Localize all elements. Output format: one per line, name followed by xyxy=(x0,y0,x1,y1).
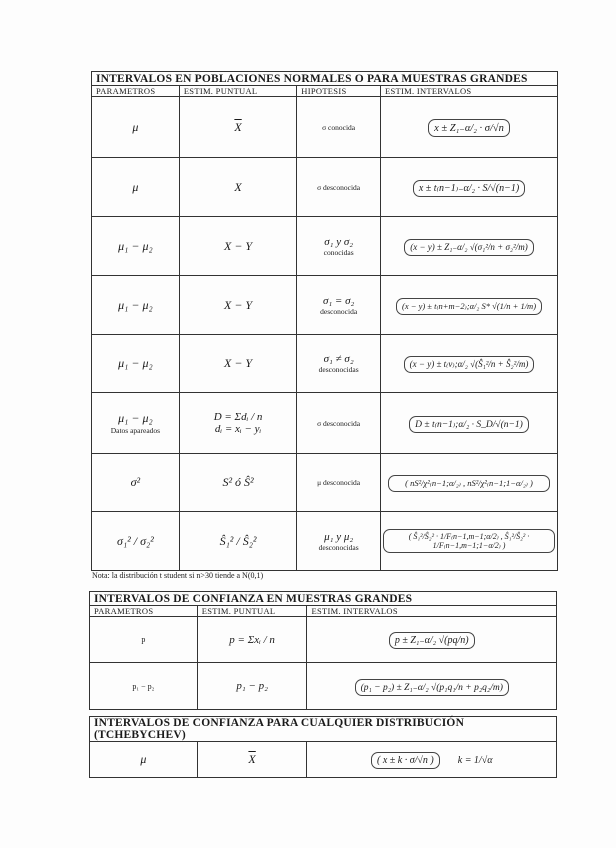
table-header-row xyxy=(90,606,557,617)
interval-formula: ( nS²/χ²₍n−1;α/₂₎ , nS²/χ²₍n−1;1−α/₂₎ ) xyxy=(388,475,550,492)
column-header: PARAMETROS xyxy=(92,86,180,97)
estimator-cell: X − Y xyxy=(179,217,296,276)
table-row xyxy=(92,393,558,454)
column-header: HIPOTESIS xyxy=(297,86,381,97)
table-row xyxy=(92,512,558,571)
hypothesis-cell xyxy=(297,276,381,335)
hypothesis-sub: desconocida xyxy=(320,306,358,316)
parameter-cell xyxy=(92,393,180,454)
column-header: ESTIM. INTERVALOS xyxy=(307,606,557,617)
hypothesis-sub: desconocidas xyxy=(318,365,359,374)
tchebychev-table xyxy=(89,716,557,778)
interval-formula: x ± t₍n−1₎₋α/₂ · S/√(n−1) xyxy=(413,180,525,197)
interval-cell xyxy=(307,617,557,663)
parameter-main: μ₁ − μ₂ xyxy=(118,411,153,425)
column-header: ESTIM. PUNTUAL xyxy=(179,86,296,97)
interval-cell xyxy=(381,97,558,158)
interval-cell xyxy=(381,393,558,454)
interval-formula: (x − y) ± t₍n+m−2₎;α/₂ S* √(1/n + 1/m) xyxy=(396,298,542,315)
parameter-cell: μ₁ − μ₂ xyxy=(92,217,180,276)
interval-formula: ( Ŝ₁²/Ŝ₂² · 1/F₍n−1,m−1;α/2₎ , Ŝ₁²/Ŝ₂² · 1/F₍n−1,m−1;1−α/2₎ ) xyxy=(383,529,555,553)
interval-cell xyxy=(381,217,558,276)
interval-formula: x ± Z₁₋α/₂ · σ/√n xyxy=(428,119,510,137)
parameter-cell: μ xyxy=(92,97,180,158)
estimator-cell xyxy=(179,393,296,454)
interval-cell xyxy=(381,454,558,512)
estimator-sub: dᵢ = xᵢ − yᵢ xyxy=(214,423,262,435)
table-row xyxy=(92,217,558,276)
hypothesis-cell: σ desconocida xyxy=(297,393,381,454)
table-title: INTERVALOS DE CONFIANZA EN MUESTRAS GRANDES xyxy=(90,592,557,606)
parameter-cell: μ₁ − μ₂ xyxy=(92,276,180,335)
table-row xyxy=(90,742,557,778)
hypothesis-main: σ₁ ≠ σ₂ xyxy=(323,353,354,365)
table-row xyxy=(90,617,557,663)
footnote: Nota: la distribución t student si n>30 tiende a N(0,1) xyxy=(92,571,264,580)
hypothesis-cell xyxy=(297,217,381,276)
parameter-cell: μ xyxy=(90,742,198,778)
table-title: INTERVALOS DE CONFIANZA PARA CUALQUIER DISTRIBUCIÓN (TCHEBYCHEV) xyxy=(90,717,557,742)
table-row xyxy=(92,158,558,217)
hypothesis-main: σ₁ y σ₂ xyxy=(324,235,354,248)
interval-cell xyxy=(307,663,557,710)
table-row xyxy=(92,97,558,158)
parameter-cell: σ₁² / σ₂² xyxy=(92,512,180,571)
hypothesis-cell: σ desconocida xyxy=(297,158,381,217)
estimator-cell: p₁ − p₂ xyxy=(197,663,307,710)
hypothesis-cell xyxy=(297,512,381,571)
interval-cell xyxy=(381,276,558,335)
parameter-cell: μ xyxy=(92,158,180,217)
estimator-cell: X xyxy=(179,158,296,217)
estimator-cell: $\overline{X}$ xyxy=(179,97,296,158)
k-formula: k = 1/√α xyxy=(457,755,493,766)
table-row xyxy=(90,663,557,710)
interval-cell xyxy=(381,335,558,393)
table-title: INTERVALOS EN POBLACIONES NORMALES O PARA MUESTRAS GRANDES xyxy=(92,72,558,86)
hypothesis-cell: μ desconocida xyxy=(297,454,381,512)
interval-formula: (x − y) ± Z₁₋α/₂ √(σ₁²/n + σ₂²/m) xyxy=(404,239,534,256)
parameter-cell: σ² xyxy=(92,454,180,512)
parameter-cell: p₁ − p₂ xyxy=(90,663,198,710)
estimator-cell: Ŝ₁² / Ŝ₂² xyxy=(179,512,296,571)
interval-formula: ( x ± k · σ/√n ) xyxy=(371,752,440,769)
parameter-cell: p xyxy=(90,617,198,663)
hypothesis-main: σ₁ = σ₂ xyxy=(322,294,355,307)
table-row xyxy=(92,454,558,512)
parameter-cell: μ₁ − μ₂ xyxy=(92,335,180,393)
hypothesis-cell: σ conocida xyxy=(297,97,381,158)
table-row xyxy=(92,335,558,393)
estimator-main: D = Σdᵢ / n xyxy=(213,411,263,423)
estimator-cell: S² ó Ŝ² xyxy=(179,454,296,512)
interval-cell xyxy=(381,158,558,217)
estimator-cell: p = Σxᵢ / n xyxy=(197,617,307,663)
large-samples-table xyxy=(89,591,557,710)
interval-formula: D ± t₍n−1₎;α/₂ · S_D/√(n−1) xyxy=(409,416,529,433)
column-header: ESTIM. INTERVALOS xyxy=(381,86,558,97)
interval-formula: p ± Z₁₋α/₂ √(pq/n) xyxy=(389,632,475,649)
normal-populations-table xyxy=(91,71,558,571)
hypothesis-cell xyxy=(297,335,381,393)
estimator-cell: X − Y xyxy=(179,276,296,335)
table-header-row xyxy=(92,86,558,97)
column-header: ESTIM. PUNTUAL xyxy=(197,606,307,617)
column-header: PARAMETROS xyxy=(90,606,198,617)
interval-formula: (p₁ − p₂) ± Z₁₋α/₂ √(p₁q₁/n + p₂q₂/m) xyxy=(355,679,509,696)
hypothesis-sub: desconocidas xyxy=(318,542,359,552)
parameter-sub: Datos apareados xyxy=(110,426,161,435)
interval-formula: (x − y) ± t₍ν₎;α/₂ √(Ŝ₁²/n + Ŝ₂²/m) xyxy=(404,356,535,373)
interval-cell xyxy=(381,512,558,571)
estimator-cell: X − Y xyxy=(179,335,296,393)
estimator-cell: $\overline{X}$ xyxy=(197,742,307,778)
hypothesis-main: μ₁ y μ₂ xyxy=(324,530,354,543)
table-row xyxy=(92,276,558,335)
hypothesis-sub: conocidas xyxy=(323,247,354,257)
interval-cell xyxy=(307,742,557,778)
